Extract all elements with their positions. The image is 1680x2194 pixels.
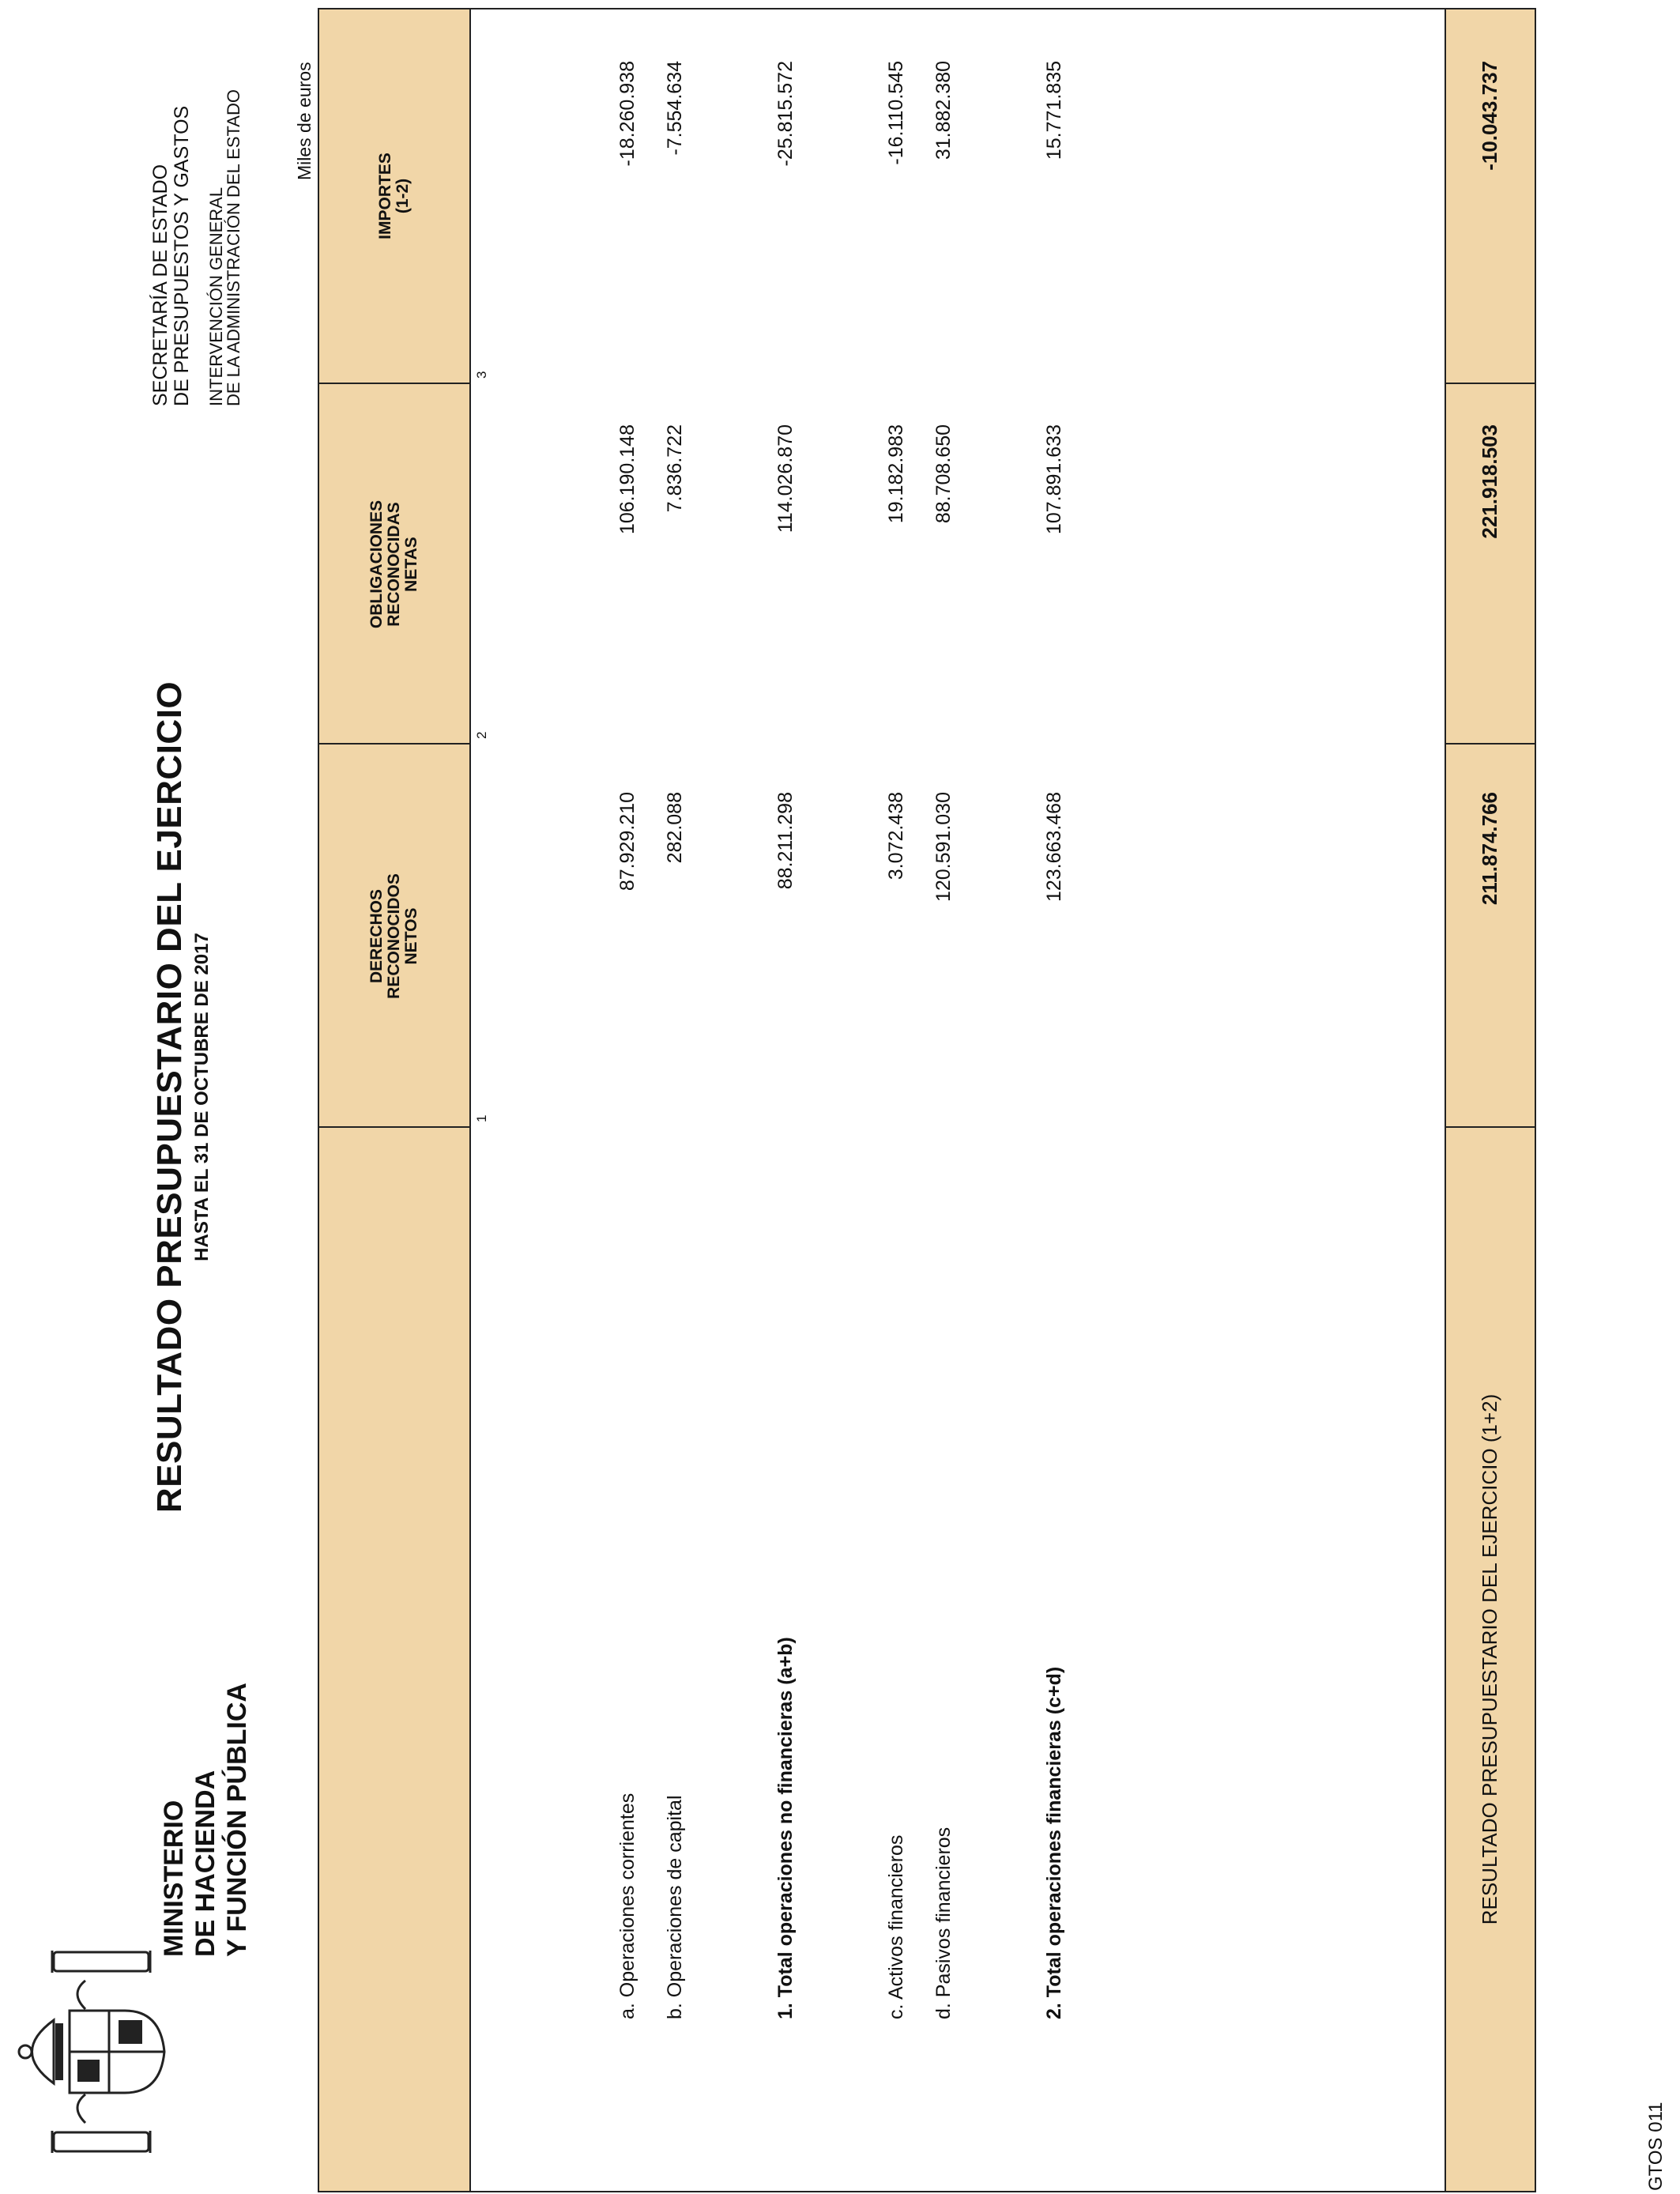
column-divider bbox=[1446, 383, 1535, 384]
row-label: c. Activos financieros bbox=[885, 1834, 907, 2019]
cell-obligaciones: 106.190.148 bbox=[616, 424, 638, 535]
row-label: a. Operaciones corrientes bbox=[616, 1793, 638, 2019]
column-divider bbox=[1446, 743, 1535, 745]
cell-importes: -18.260.938 bbox=[616, 61, 638, 167]
cell-derechos: 282.088 bbox=[664, 792, 686, 864]
cell-importes: -7.554.634 bbox=[664, 61, 686, 156]
budget-result-table bbox=[318, 8, 1536, 2192]
total-obligaciones: 221.918.503 bbox=[1478, 424, 1501, 539]
table-row bbox=[661, 9, 692, 2191]
row-label: 1. Total operaciones no financieras (a+b) bbox=[774, 1637, 797, 2019]
table-row bbox=[613, 9, 645, 2191]
cell-obligaciones: 88.708.650 bbox=[932, 424, 955, 524]
units-label: Miles de euros bbox=[294, 62, 315, 180]
total-label: RESULTADO PRESUPUESTARIO DEL EJERCICIO (1+2) bbox=[1478, 1393, 1501, 1925]
page-subtitle: HASTA EL 31 DE OCTUBRE DE 2017 bbox=[191, 933, 213, 1261]
cell-derechos: 123.663.468 bbox=[1043, 792, 1065, 903]
cell-derechos: 120.591.030 bbox=[932, 792, 955, 903]
row-label: 2. Total operaciones financieras (c+d) bbox=[1043, 1666, 1065, 2019]
cell-importes: -16.110.545 bbox=[885, 61, 907, 165]
cell-importes: 15.771.835 bbox=[1043, 61, 1065, 160]
table-row bbox=[1040, 9, 1072, 2191]
ministry-name: MINISTERIO DE HACIENDA Y FUNCIÓN PÚBLICA bbox=[159, 1683, 252, 1957]
form-code: GTOS 011 bbox=[1645, 2102, 1667, 2191]
table-row bbox=[929, 9, 961, 2191]
cell-importes: -25.815.572 bbox=[774, 61, 797, 167]
col-header-obligaciones: OBLIGACIONES RECONOCIDAS NETAS bbox=[367, 499, 420, 629]
table-row bbox=[882, 9, 913, 2191]
row-label: d. Pasivos financieros bbox=[932, 1826, 955, 2019]
cell-derechos: 88.211.298 bbox=[774, 792, 797, 890]
cell-derechos: 87.929.210 bbox=[616, 792, 638, 892]
table-header bbox=[319, 9, 471, 2191]
cell-derechos: 3.072.438 bbox=[885, 792, 907, 880]
total-importes: -10.043.737 bbox=[1478, 61, 1501, 171]
cell-obligaciones: 107.891.633 bbox=[1043, 424, 1065, 535]
cell-obligaciones: 19.182.983 bbox=[885, 424, 907, 524]
total-derechos: 211.874.766 bbox=[1478, 792, 1501, 906]
col-number-2: 2 bbox=[474, 731, 489, 739]
col-number-1: 1 bbox=[474, 1114, 489, 1122]
col-number-3: 3 bbox=[474, 371, 489, 379]
cell-obligaciones: 114.026.870 bbox=[774, 424, 797, 533]
col-header-importes: IMPORTES (1-2) bbox=[376, 153, 412, 239]
table-row bbox=[771, 9, 803, 2191]
col-header-derechos: DERECHOS RECONOCIDOS NETOS bbox=[367, 873, 420, 999]
secretaria-label: SECRETARÍA DE ESTADO DE PRESUPUESTOS Y GASTOS bbox=[149, 105, 193, 406]
table-total-row bbox=[1445, 9, 1535, 2191]
coat-of-arms-emblem bbox=[6, 1933, 172, 2170]
row-label: b. Operaciones de capital bbox=[664, 1795, 686, 2019]
cell-importes: 31.882.380 bbox=[932, 61, 955, 160]
intervencion-label: INTERVENCIÓN GENERAL DE LA ADMINISTRACIÓN DEL ESTADO bbox=[206, 89, 243, 406]
cell-obligaciones: 7.836.722 bbox=[664, 424, 686, 513]
page-title: RESULTADO PRESUPUESTARIO DEL EJERCICIO bbox=[150, 680, 189, 1514]
